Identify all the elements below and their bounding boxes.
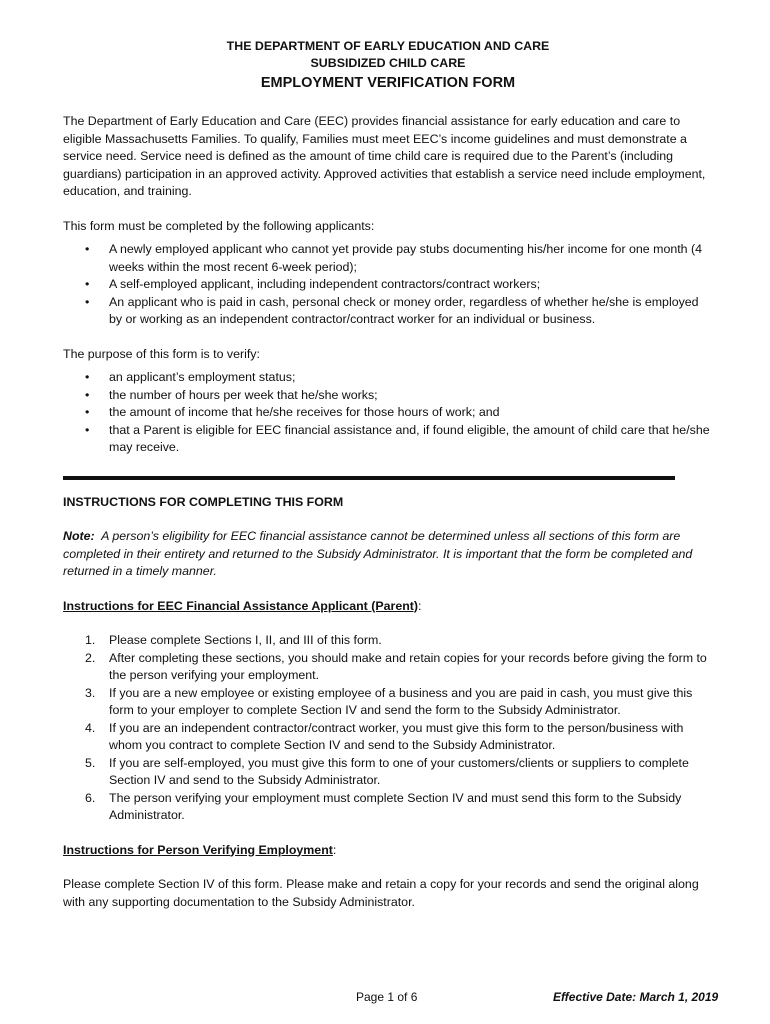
program-heading: SUBSIDIZED CHILD CARE [310, 56, 466, 70]
list-item: • A self-employed applicant, including independent contractors/contract workers; [63, 276, 713, 294]
section-divider [63, 476, 675, 480]
bullet-icon: • [85, 294, 90, 309]
list-item: 3. If you are a new employee or existing employee of a business and you are paid in cash, you must give this form to your employer to complete Section IV and send the form to the Subsidy Administrator. [85, 685, 693, 717]
applicants-list [63, 241, 713, 329]
department-heading: THE DEPARTMENT OF EARLY EDUCATION AND CARE [226, 39, 550, 53]
instructions-heading: INSTRUCTIONS FOR COMPLETING THIS FORM [63, 494, 344, 509]
list-item: • that a Parent is eligible for EEC financial assistance and, if found eligible, the amount of child care that he/she may receive. [85, 422, 710, 454]
form-title: EMPLOYMENT VERIFICATION FORM [260, 75, 516, 91]
verifier-instructions-text: Please complete Section IV of this form. Please make and retain a copy for your records and send the original along with any supporting documentation to the Subsidy Administrator. [63, 877, 699, 909]
verifier-instructions-heading: Instructions for Person Verifying Employment: [63, 842, 337, 857]
bullet-icon: • [85, 242, 90, 256]
list-item: 6. The person verifying your employment must complete Section IV and must send this form to the Subsidy Administrator. [85, 790, 682, 822]
parent-instructions-heading: Instructions for EEC Financial Assistance Applicant (Parent): [63, 598, 422, 613]
form-page [63, 38, 713, 911]
effective-date: Effective Date: March 1, 2019 [553, 990, 719, 1004]
bullet-icon: • [85, 405, 90, 419]
applicants-lead: This form must be completed by the following applicants: [63, 218, 375, 233]
note-label: Note: [63, 529, 95, 543]
bullet-icon: • [85, 277, 90, 291]
list-item: 5. If you are self-employed, you must give this form to one of your customers/clients or suppliers to complete Section IV and send to the Subsidy Administrator. [85, 755, 689, 787]
list-item: • A newly employed applicant who cannot yet provide pay stubs documenting his/her income for one month (4 weeks within the most recent 6-week period); [85, 242, 703, 274]
list-item: • An applicant who is paid in cash, personal check or money order, regardless of whether he/she is employed by or working as an independent contractor/contract worker for an individual or business. [85, 294, 699, 326]
purpose-lead: The purpose of this form is to verify: [63, 346, 260, 361]
parent-steps-list [63, 632, 713, 825]
page-number: Page 1 of 6 [356, 990, 418, 1004]
purpose-list [63, 369, 713, 457]
note-text: A person’s eligibility for EEC financial assistance cannot be determined unless all sections of this form are completed in their entirety and returned to the Subsidy Administrator. It is important that the form be completed and returned in a timely manner. [63, 529, 693, 578]
bullet-icon: • [85, 387, 90, 402]
bullet-icon: • [85, 370, 90, 384]
bullet-icon: • [85, 422, 90, 437]
list-item: • the number of hours per week that he/she works; [63, 387, 713, 405]
list-item: 1. Please complete Sections I, II, and III of this form. [85, 633, 382, 647]
intro-paragraph: The Department of Early Education and Care (EEC) provides financial assistance for early education and care to eligible Massachusetts Families. To qualify, Families must meet EEC’s income guidelines and must demonstrate a service need. Service need is defined as the amount of time child care is required due to the Parent’s (including guardians) participation in an approved activity. Approved activities that establish a service need include employment, education, and training. [63, 114, 706, 198]
list-item: 4. If you are an independent contractor/contract worker, you must give this form to the person/business with whom you contract to complete Section IV and send to the Subsidy Administrator. [85, 720, 684, 752]
list-item: • an applicant’s employment status; [63, 369, 713, 387]
eligibility-note [63, 528, 713, 581]
list-item: 2. After completing these sections, you should make and retain copies for your records before giving the form to the person verifying your employment. [85, 650, 707, 682]
list-item: • the amount of income that he/she receives for those hours of work; and [63, 404, 713, 422]
